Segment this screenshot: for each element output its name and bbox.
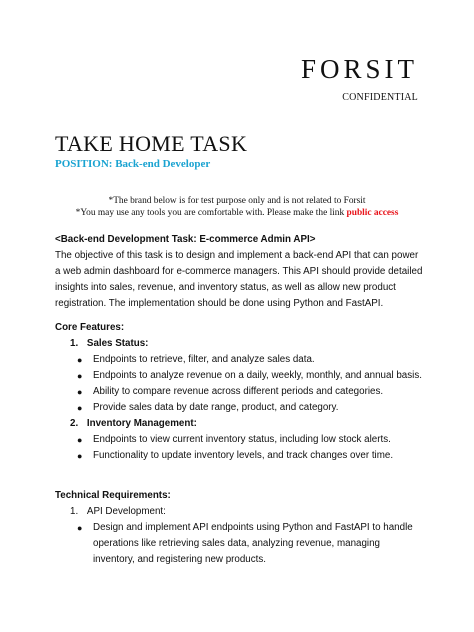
brand-logo: FORSIT [300,54,418,84]
disclaimer-line-1: *The brand below is for test purpose only and is not related to Forsit [108,196,366,206]
tech-item-api [70,504,166,520]
list-item-text: Provide sales data by date range, product, and category. [93,402,339,413]
task-heading: <Back-end Development Task: E-commerce Admin API> [55,234,316,245]
tech-item-number: 1. [70,506,79,517]
core-item-label: Inventory Management: [86,418,197,429]
disclaimer [55,195,419,219]
tech-item-label: API Development: [86,506,166,517]
confidential-label: CONFIDENTIAL [342,92,418,103]
disclaimer-line-2 [55,207,419,219]
core-item-number: 1. [70,338,79,349]
core-item-sales [70,336,148,352]
list-item [77,520,422,568]
disclaimer-line-2-text: *You may use any tools you are comfortable with. Please make the link [75,208,347,218]
list-item [77,448,426,464]
core-item-inventory [70,416,197,432]
page-title: TAKE HOME TASK [55,131,248,156]
task-description: The objective of this task is to design and implement a back-end API that can power a web admin dashboard for e-commerce managers. This API should provide detailed insights into sales, revenue, and inventory status, as well as allow new product registration. The implementation should be done using Python and FastAPI. [55,250,423,309]
list-item [77,400,426,416]
bullet-icon: ● [77,523,83,533]
bullet-icon: ● [77,355,83,365]
list-item [77,432,426,448]
list-item [77,352,426,368]
list-item-text: Endpoints to view current inventory status, including low stock alerts. [93,434,391,445]
position-label: POSITION: Back-end Developer [55,158,211,170]
bullet-icon: ● [77,451,83,461]
core-item-number: 2. [70,418,79,429]
list-item-text: Endpoints to analyze revenue on a daily, weekly, monthly, and annual basis. [93,370,422,381]
list-item-text: Functionality to update inventory levels, and track changes over time. [93,450,394,461]
bullet-icon: ● [77,387,83,397]
bullet-icon: ● [77,435,83,445]
bullet-icon: ● [77,403,83,413]
list-item-text: Design and implement API endpoints using Python and FastAPI to handle operations like retrieving sales data, analyzing revenue, managing inventory, and registering new products. [93,522,413,565]
core-features-heading: Core Features: [55,322,125,333]
core-item-label: Sales Status: [86,338,149,349]
list-item-text: Ability to compare revenue across different periods and categories. [93,386,384,397]
list-item [77,368,426,384]
bullet-icon: ● [77,371,83,381]
technical-requirements-heading: Technical Requirements: [55,490,171,501]
list-item-text: Endpoints to retrieve, filter, and analyze sales data. [93,354,315,365]
public-access-link[interactable]: public access [346,208,399,218]
list-item [77,384,426,400]
